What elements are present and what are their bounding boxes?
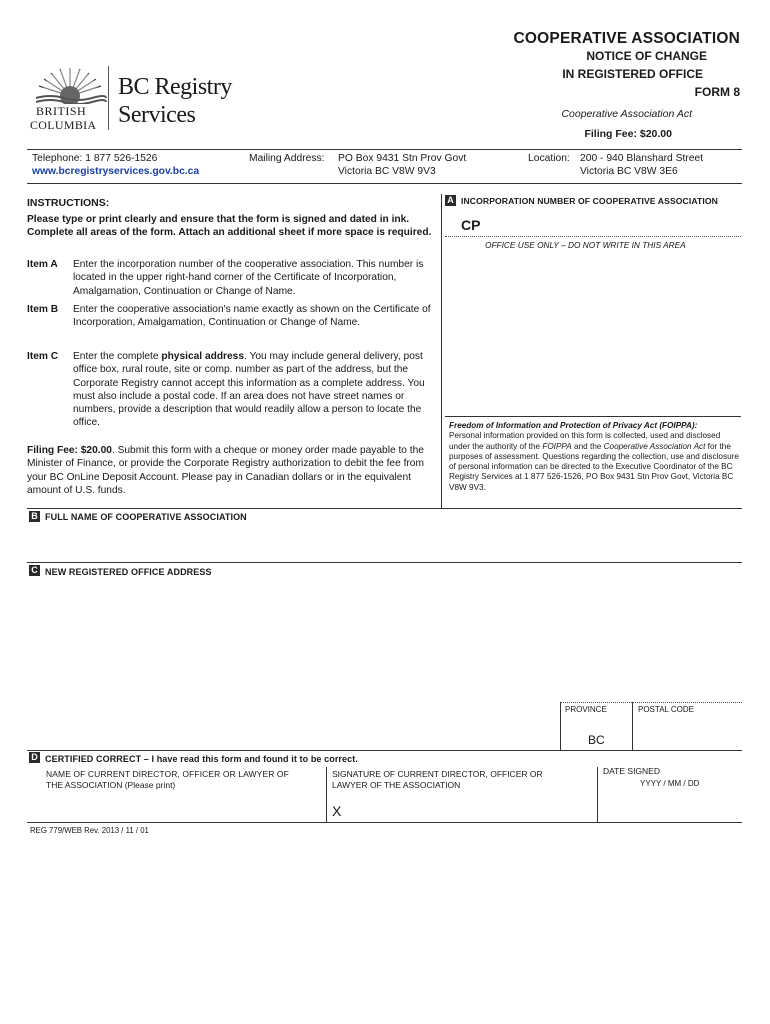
logo-brand-line2: Services	[118, 102, 196, 128]
signature-field[interactable]	[348, 795, 593, 821]
foippa-body	[449, 431, 739, 493]
instructions-intro: Please type or print clearly and ensure that the form is signed and dated in ink. Complete all areas of the form. Attach an additional sheet if more space is required.	[27, 214, 432, 239]
director-name-label-1: NAME OF CURRENT DIRECTOR, OFFICER OR LAWYER OF	[46, 769, 289, 779]
section-b-title: FULL NAME OF COOPERATIVE ASSOCIATION	[45, 512, 247, 522]
website-link[interactable]: www.bcregistryservices.gov.bc.ca	[32, 166, 200, 177]
province-divider-right	[632, 702, 633, 750]
item-b-label: Item B	[27, 304, 59, 315]
section-c-title: NEW REGISTERED OFFICE ADDRESS	[45, 567, 212, 577]
foippa-top-rule	[445, 416, 741, 417]
item-b-text: Enter the cooperative association's name exactly as shown on the Certificate of Incorporation, Amalgamation, Continuation or Change of Name.	[73, 304, 431, 329]
form-subtitle-1: NOTICE OF CHANGE	[586, 49, 707, 63]
logo-province-line2: COLUMBIA	[30, 118, 97, 132]
date-signed-label: DATE SIGNED	[603, 766, 660, 776]
item-a-text: Enter the incorporation number of the cooperative association. This number is located in the upper right-hand corner of the Certificate of Incorporation, Amalgamation, Continuation or Change of Name.	[73, 259, 424, 297]
location-label: Location:	[528, 153, 570, 164]
office-use-label: OFFICE USE ONLY – DO NOT WRITE IN THIS AREA	[485, 240, 686, 250]
filing-fee-bold: Filing Fee: $20.00	[27, 445, 112, 456]
contact-rule	[27, 183, 742, 184]
logo-brand-line1: BC Registry	[118, 74, 232, 100]
filing-fee-text: . Submit this form with a cheque or money order made payable to the Minister of Finance, or provide the Corporate Registry authorization to debit the fee from your BC OnLine Deposit Account. Please pay in Canadian dollars or in the equivalent amount of U.S. funds.	[27, 445, 424, 496]
foippa-heading: Freedom of Information and Protection of Privacy Act (FOIPPA):	[449, 421, 698, 430]
form-reference: REG 779/WEB Rev. 2013 / 11 / 01	[30, 826, 149, 835]
section-a-title: INCORPORATION NUMBER OF COOPERATIVE ASSOCIATION	[461, 196, 718, 206]
signature-mark: X	[332, 803, 342, 819]
province-divider-left	[560, 702, 561, 750]
item-c-text-after: . You may include general delivery, post office box, rural route, site or comp. number as part of the address, but the Corporate Registry cannot accept this information as a complete address. You must also include a postal code. If an area does not have street names or numbers, provide a description that would readily allow a person to locate the office.	[73, 351, 425, 429]
office-use-area	[445, 252, 741, 412]
column-divider	[441, 194, 442, 508]
logo-divider	[108, 66, 109, 130]
logo-province-line1: BRITISH	[36, 104, 87, 118]
section-a-marker: A	[445, 195, 456, 206]
date-signed-field[interactable]	[600, 791, 740, 821]
instructions-heading: INSTRUCTIONS:	[27, 197, 110, 209]
mailing-label: Mailing Address:	[249, 153, 325, 164]
foippa-notice	[449, 421, 739, 493]
item-c-text-bold: physical address	[161, 351, 245, 362]
form-number: FORM 8	[694, 85, 740, 99]
foippa-text-2: and the	[571, 441, 604, 451]
signature-label-1: SIGNATURE OF CURRENT DIRECTOR, OFFICER OR	[332, 769, 543, 779]
foippa-text-foippa: FOIPPA	[542, 441, 572, 451]
section-d-marker: D	[29, 752, 40, 763]
director-name-label-2: THE ASSOCIATION (Please print)	[46, 780, 176, 790]
section-a-rule	[445, 236, 741, 237]
section-b-marker: B	[29, 511, 40, 522]
section-d-bottom-rule	[27, 822, 742, 823]
foippa-text-act: Cooperative Association Act	[603, 441, 706, 451]
mailing-line2: Victoria BC V8W 9V3	[338, 166, 436, 177]
bc-logo	[28, 62, 260, 134]
province-value: BC	[588, 733, 605, 747]
province-label: PROVINCE	[565, 705, 607, 714]
item-c-text	[73, 350, 435, 430]
governing-act: Cooperative Association Act	[561, 108, 692, 120]
item-c-label: Item C	[27, 351, 59, 362]
section-d-title: CERTIFIED CORRECT – I have read this form and found it to be correct.	[45, 754, 358, 764]
signature-divider-left	[326, 767, 327, 822]
foippa-text-1: Personal information provided on this form is collected, used and disclosed under the authority of the	[449, 431, 721, 451]
association-name-field[interactable]	[29, 526, 741, 558]
sun-crest-icon	[30, 62, 110, 104]
incorporation-number-field[interactable]	[485, 212, 740, 236]
location-line2: Victoria BC V8W 3E6	[580, 166, 678, 177]
office-address-field[interactable]	[29, 582, 741, 700]
item-a-label: Item A	[27, 259, 58, 270]
telephone: Telephone: 1 877 526-1526	[32, 153, 158, 164]
item-c-text-before: Enter the complete	[73, 351, 162, 362]
header-rule	[27, 149, 742, 150]
director-name-field[interactable]	[30, 792, 320, 820]
form-title: COOPERATIVE ASSOCIATION	[513, 30, 740, 47]
filing-fee-header: Filing Fee: $20.00	[584, 128, 672, 140]
mailing-line1: PO Box 9431 Stn Prov Govt	[338, 153, 467, 164]
date-format-label: YYYY / MM / DD	[640, 779, 700, 788]
section-d-top-rule	[27, 750, 742, 751]
section-c-top-rule	[27, 562, 742, 563]
form-subtitle-2: IN REGISTERED OFFICE	[562, 67, 703, 81]
filing-fee-instructions	[27, 444, 437, 497]
incorporation-prefix: CP	[461, 217, 481, 233]
foippa-text-3: for the purposes of assessment. Questions regarding the collection, use and disclosure of personal information can be directed to the Executive Coordinator of the BC Registry Services at 1 877 526-1526, PO Box 9431 Stn Prov Govt, Victoria BC V8W 9V3.	[449, 441, 739, 492]
section-c-marker: C	[29, 565, 40, 576]
postal-code-field[interactable]	[634, 716, 740, 748]
postal-code-label: POSTAL CODE	[638, 705, 695, 714]
section-b-top-rule	[27, 508, 742, 509]
signature-label-2: LAWYER OF THE ASSOCIATION	[332, 780, 461, 790]
location-line1: 200 - 940 Blanshard Street	[580, 153, 704, 164]
signature-divider-right	[597, 767, 598, 822]
address-rule	[560, 702, 742, 703]
